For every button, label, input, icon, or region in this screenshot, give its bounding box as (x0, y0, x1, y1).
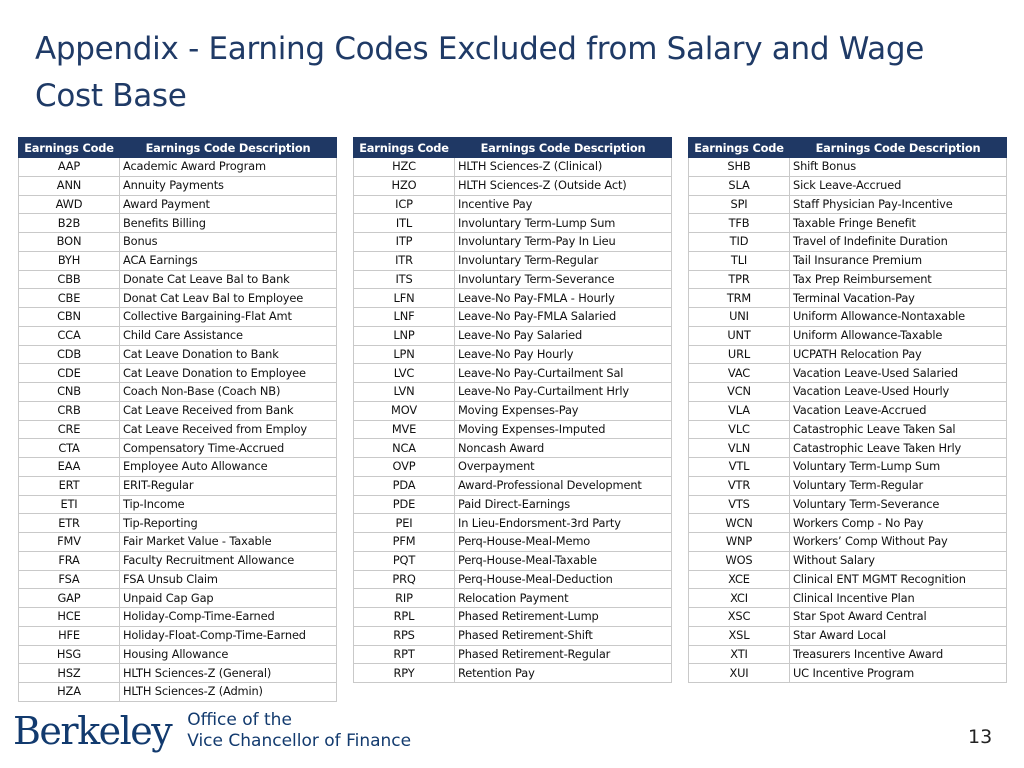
earnings-code-cell: SHB (689, 158, 790, 177)
earnings-code-description-cell: Uniform Allowance-Taxable (790, 326, 1007, 345)
earnings-code-cell: TRM (689, 289, 790, 308)
earnings-code-cell: RPL (354, 608, 455, 627)
earnings-code-description-cell: UCPATH Relocation Pay (790, 345, 1007, 364)
earnings-code-description-cell: Employee Auto Allowance (120, 458, 337, 477)
earnings-code-cell: CDB (19, 345, 120, 364)
earnings-code-description-cell: Tail Insurance Premium (790, 251, 1007, 270)
earnings-code-cell: LPN (354, 345, 455, 364)
table-row (19, 326, 337, 345)
earnings-code-description-cell: Paid Direct-Earnings (455, 495, 672, 514)
table-row (689, 158, 1007, 177)
table-row (354, 626, 672, 645)
table-row (689, 326, 1007, 345)
earnings-code-cell: FRA (19, 551, 120, 570)
earnings-code-cell: XSL (689, 626, 790, 645)
table-row (354, 420, 672, 439)
earnings-code-cell: WCN (689, 514, 790, 533)
earnings-code-description-cell: Perq-House-Meal-Memo (455, 533, 672, 552)
earnings-code-cell: PFM (354, 533, 455, 552)
earnings-code-description-cell: Vacation Leave-Used Salaried (790, 364, 1007, 383)
table-row (19, 420, 337, 439)
table-row (354, 476, 672, 495)
earnings-code-cell: WNP (689, 533, 790, 552)
table-row (689, 608, 1007, 627)
earnings-code-cell: SLA (689, 176, 790, 195)
earnings-code-cell: VTL (689, 458, 790, 477)
table-row (354, 551, 672, 570)
earnings-code-cell: CBN (19, 308, 120, 327)
table-row (354, 495, 672, 514)
earnings-code-table-3 (688, 137, 1007, 683)
table-row (354, 645, 672, 664)
earnings-code-cell: PRQ (354, 570, 455, 589)
earnings-code-cell: LFN (354, 289, 455, 308)
earnings-code-cell: UNI (689, 308, 790, 327)
earnings-code-cell: OVP (354, 458, 455, 477)
earnings-code-description-cell: Clinical ENT MGMT Recognition (790, 570, 1007, 589)
earnings-code-cell: ITS (354, 270, 455, 289)
earnings-code-description-cell: Without Salary (790, 551, 1007, 570)
earnings-code-cell: TPR (689, 270, 790, 289)
table-row (19, 176, 337, 195)
table-row (354, 158, 672, 177)
table-row (689, 495, 1007, 514)
table-row (689, 176, 1007, 195)
office-name (187, 710, 411, 752)
table-row (19, 195, 337, 214)
earnings-code-description-cell: Award Payment (120, 195, 337, 214)
earnings-code-description-cell: Cat Leave Donation to Bank (120, 345, 337, 364)
earnings-code-cell: CRE (19, 420, 120, 439)
earnings-code-cell: ANN (19, 176, 120, 195)
earnings-code-description-cell: Tip-Income (120, 495, 337, 514)
earnings-code-cell: CRB (19, 401, 120, 420)
table-row (689, 251, 1007, 270)
earnings-code-cell: VTS (689, 495, 790, 514)
table-row (689, 589, 1007, 608)
earnings-code-cell: XCE (689, 570, 790, 589)
earnings-code-description-cell: Terminal Vacation-Pay (790, 289, 1007, 308)
earnings-code-description-cell: Donat Cat Leav Bal to Employee (120, 289, 337, 308)
earnings-code-description-cell: Holiday-Comp-Time-Earned (120, 608, 337, 627)
office-line-2: Vice Chancellor of Finance (187, 731, 412, 751)
table-row (19, 270, 337, 289)
earnings-code-cell: SPI (689, 195, 790, 214)
earnings-code-cell: VLA (689, 401, 790, 420)
table-row (689, 645, 1007, 664)
table-row (689, 420, 1007, 439)
table-row (354, 664, 672, 683)
table-row (19, 364, 337, 383)
table-row (689, 364, 1007, 383)
earnings-code-description-cell: Uniform Allowance-Nontaxable (790, 308, 1007, 327)
earnings-code-cell: PQT (354, 551, 455, 570)
earnings-code-cell: TFB (689, 214, 790, 233)
table-row (689, 345, 1007, 364)
earnings-code-cell: HZA (19, 683, 120, 702)
table-row (354, 345, 672, 364)
table-row (354, 401, 672, 420)
earnings-code-description-cell: Leave-No Pay-FMLA - Hourly (455, 289, 672, 308)
earnings-code-cell: URL (689, 345, 790, 364)
table-row (354, 214, 672, 233)
earnings-code-description-cell: Perq-House-Meal-Deduction (455, 570, 672, 589)
earnings-code-description-cell: Star Spot Award Central (790, 608, 1007, 627)
earnings-code-description-cell: Involuntary Term-Lump Sum (455, 214, 672, 233)
earnings-code-description-cell: Taxable Fringe Benefit (790, 214, 1007, 233)
earnings-code-description-cell: Travel of Indefinite Duration (790, 233, 1007, 252)
earnings-code-description-cell: Shift Bonus (790, 158, 1007, 177)
earnings-code-description-cell: Catastrophic Leave Taken Hrly (790, 439, 1007, 458)
table-row (19, 214, 337, 233)
table-row (689, 233, 1007, 252)
table-row (689, 626, 1007, 645)
earnings-code-cell: HZC (354, 158, 455, 177)
office-line-1: Office of the (187, 710, 292, 730)
earnings-code-cell: VLC (689, 420, 790, 439)
table-row (689, 458, 1007, 477)
table-row (354, 514, 672, 533)
table-row (354, 326, 672, 345)
earnings-code-description-cell: Incentive Pay (455, 195, 672, 214)
table-row (19, 683, 337, 702)
table-header-row (689, 138, 1007, 158)
earnings-code-cell: WOS (689, 551, 790, 570)
earnings-code-cell: LNP (354, 326, 455, 345)
earnings-code-description-cell: Involuntary Term-Pay In Lieu (455, 233, 672, 252)
earnings-code-description-header: Earnings Code Description (120, 138, 337, 158)
table-row (689, 401, 1007, 420)
earnings-code-description-cell: Moving Expenses-Imputed (455, 420, 672, 439)
earnings-code-cell: FMV (19, 533, 120, 552)
earnings-code-cell: LVN (354, 383, 455, 402)
earnings-code-cell: ITR (354, 251, 455, 270)
earnings-code-description-cell: Leave-No Pay-FMLA Salaried (455, 308, 672, 327)
earnings-code-description-cell: Voluntary Term-Severance (790, 495, 1007, 514)
earnings-code-description-cell: Collective Bargaining-Flat Amt (120, 308, 337, 327)
earnings-code-cell: PDE (354, 495, 455, 514)
earnings-code-description-cell: Overpayment (455, 458, 672, 477)
earnings-code-cell: CNB (19, 383, 120, 402)
earnings-code-description-cell: Faculty Recruitment Allowance (120, 551, 337, 570)
table-row (354, 270, 672, 289)
earnings-code-description-cell: Housing Allowance (120, 645, 337, 664)
earnings-code-description-cell: Vacation Leave-Accrued (790, 401, 1007, 420)
earnings-code-description-cell: Leave-No Pay-Curtailment Sal (455, 364, 672, 383)
earnings-code-description-cell: Child Care Assistance (120, 326, 337, 345)
table-row (19, 514, 337, 533)
earnings-code-description-cell: Involuntary Term-Regular (455, 251, 672, 270)
table-row (689, 289, 1007, 308)
table-row (19, 570, 337, 589)
page-number: 13 (968, 726, 993, 748)
table-row (19, 476, 337, 495)
earnings-code-cell: CTA (19, 439, 120, 458)
table-row (354, 533, 672, 552)
earnings-code-description-cell: ERIT-Regular (120, 476, 337, 495)
earnings-code-description-cell: Phased Retirement-Regular (455, 645, 672, 664)
earnings-code-cell: TLI (689, 251, 790, 270)
earnings-code-cell: B2B (19, 214, 120, 233)
earnings-code-description-cell: Leave-No Pay-Curtailment Hrly (455, 383, 672, 402)
earnings-code-description-cell: UC Incentive Program (790, 664, 1007, 683)
earnings-code-cell: BON (19, 233, 120, 252)
earnings-code-description-cell: Catastrophic Leave Taken Sal (790, 420, 1007, 439)
earnings-code-cell: UNT (689, 326, 790, 345)
table-row (354, 608, 672, 627)
earnings-code-description-cell: Bonus (120, 233, 337, 252)
earnings-code-description-cell: Coach Non-Base (Coach NB) (120, 383, 337, 402)
earnings-code-description-cell: Phased Retirement-Shift (455, 626, 672, 645)
earnings-code-cell: TID (689, 233, 790, 252)
table-row (354, 439, 672, 458)
earnings-code-description-cell: Tip-Reporting (120, 514, 337, 533)
earnings-code-description-cell: HLTH Sciences-Z (Outside Act) (455, 176, 672, 195)
table-row (689, 533, 1007, 552)
earnings-code-cell: ERT (19, 476, 120, 495)
table-row (354, 570, 672, 589)
earnings-code-description-cell: Treasurers Incentive Award (790, 645, 1007, 664)
table-row (19, 458, 337, 477)
earnings-code-cell: ETR (19, 514, 120, 533)
earnings-code-description-cell: Phased Retirement-Lump (455, 608, 672, 627)
earnings-code-description-cell: Cat Leave Received from Bank (120, 401, 337, 420)
earnings-code-description-cell: Academic Award Program (120, 158, 337, 177)
earnings-code-description-cell: Cat Leave Received from Employ (120, 420, 337, 439)
table-row (354, 233, 672, 252)
earnings-code-cell: XSC (689, 608, 790, 627)
earnings-code-cell: BYH (19, 251, 120, 270)
table-row (19, 158, 337, 177)
earnings-code-cell: RPS (354, 626, 455, 645)
table-row (19, 589, 337, 608)
earnings-code-cell: HFE (19, 626, 120, 645)
earnings-code-cell: XCI (689, 589, 790, 608)
earnings-code-cell: RPT (354, 645, 455, 664)
earnings-code-description-cell: Unpaid Cap Gap (120, 589, 337, 608)
table-row (354, 589, 672, 608)
table-row (19, 251, 337, 270)
table-row (354, 308, 672, 327)
earnings-code-cell: MOV (354, 401, 455, 420)
earnings-code-header: Earnings Code (354, 138, 455, 158)
earnings-code-description-cell: In Lieu-Endorsment-3rd Party (455, 514, 672, 533)
table-row (19, 551, 337, 570)
table-row (19, 233, 337, 252)
earnings-code-cell: PEI (354, 514, 455, 533)
earnings-code-table-2 (353, 137, 672, 683)
earnings-code-cell: EAA (19, 458, 120, 477)
earnings-code-cell: ITP (354, 233, 455, 252)
earnings-code-description-cell: Retention Pay (455, 664, 672, 683)
earnings-code-description-cell: HLTH Sciences-Z (Admin) (120, 683, 337, 702)
table-row (354, 176, 672, 195)
earnings-code-description-header: Earnings Code Description (790, 138, 1007, 158)
table-row (19, 383, 337, 402)
earnings-code-description-cell: Involuntary Term-Severance (455, 270, 672, 289)
earnings-code-header: Earnings Code (19, 138, 120, 158)
table-row (19, 533, 337, 552)
table-row (19, 308, 337, 327)
earnings-code-cell: CBB (19, 270, 120, 289)
earnings-code-cell: FSA (19, 570, 120, 589)
earnings-code-description-cell: Star Award Local (790, 626, 1007, 645)
earnings-code-cell: ITL (354, 214, 455, 233)
earnings-code-cell: NCA (354, 439, 455, 458)
berkeley-logo (13, 703, 411, 759)
table-row (689, 270, 1007, 289)
earnings-code-cell: HSG (19, 645, 120, 664)
earnings-code-table-1 (18, 137, 337, 702)
earnings-code-cell: CCA (19, 326, 120, 345)
table-row (19, 626, 337, 645)
table-row (689, 664, 1007, 683)
earnings-code-cell: CBE (19, 289, 120, 308)
earnings-code-cell: PDA (354, 476, 455, 495)
table-row (689, 514, 1007, 533)
earnings-code-cell: VLN (689, 439, 790, 458)
table-row (19, 345, 337, 364)
earnings-code-cell: AWD (19, 195, 120, 214)
earnings-code-cell: VAC (689, 364, 790, 383)
earnings-code-cell: XUI (689, 664, 790, 683)
earnings-code-cell: CDE (19, 364, 120, 383)
table-row (689, 195, 1007, 214)
earnings-code-cell: GAP (19, 589, 120, 608)
table-row (354, 289, 672, 308)
earnings-code-description-cell: Cat Leave Donation to Employee (120, 364, 337, 383)
earnings-code-cell: RPY (354, 664, 455, 683)
earnings-code-cell: VTR (689, 476, 790, 495)
earnings-code-description-cell: Moving Expenses-Pay (455, 401, 672, 420)
earnings-code-cell: HZO (354, 176, 455, 195)
earnings-code-description-cell: Leave-No Pay Hourly (455, 345, 672, 364)
earnings-code-description-cell: Vacation Leave-Used Hourly (790, 383, 1007, 402)
table-row (19, 664, 337, 683)
earnings-code-cell: XTI (689, 645, 790, 664)
earnings-code-description-cell: HLTH Sciences-Z (Clinical) (455, 158, 672, 177)
table-row (19, 645, 337, 664)
earnings-code-description-cell: Annuity Payments (120, 176, 337, 195)
table-row (354, 195, 672, 214)
earnings-code-cell: ICP (354, 195, 455, 214)
earnings-code-cell: AAP (19, 158, 120, 177)
table-row (354, 364, 672, 383)
berkeley-wordmark: Berkeley (13, 709, 172, 753)
earnings-code-cell: MVE (354, 420, 455, 439)
earnings-code-description-cell: Workers’ Comp Without Pay (790, 533, 1007, 552)
earnings-code-description-cell: Award-Professional Development (455, 476, 672, 495)
table-row (19, 401, 337, 420)
table-row (689, 476, 1007, 495)
table-header-row (19, 138, 337, 158)
earnings-code-description-cell: Fair Market Value - Taxable (120, 533, 337, 552)
earnings-code-description-cell: Workers Comp - No Pay (790, 514, 1007, 533)
earnings-code-description-cell: Holiday-Float-Comp-Time-Earned (120, 626, 337, 645)
earnings-code-description-cell: HLTH Sciences-Z (General) (120, 664, 337, 683)
table-row (689, 570, 1007, 589)
earnings-code-description-cell: Benefits Billing (120, 214, 337, 233)
table-row (354, 458, 672, 477)
earnings-code-description-cell: Sick Leave-Accrued (790, 176, 1007, 195)
earnings-code-description-cell: Voluntary Term-Lump Sum (790, 458, 1007, 477)
earnings-code-header: Earnings Code (689, 138, 790, 158)
table-row (689, 439, 1007, 458)
table-row (19, 495, 337, 514)
earnings-code-description-cell: Donate Cat Leave Bal to Bank (120, 270, 337, 289)
table-row (689, 551, 1007, 570)
earnings-code-cell: RIP (354, 589, 455, 608)
earnings-code-description-cell: Clinical Incentive Plan (790, 589, 1007, 608)
slide-title: Appendix - Earning Codes Excluded from Salary and Wage Cost Base (35, 31, 924, 114)
earnings-code-description-cell: Staff Physician Pay-Incentive (790, 195, 1007, 214)
earnings-code-cell: ETI (19, 495, 120, 514)
table-row (689, 308, 1007, 327)
earnings-code-description-cell: Leave-No Pay Salaried (455, 326, 672, 345)
table-row (689, 383, 1007, 402)
earnings-code-cell: LNF (354, 308, 455, 327)
earnings-code-description-header: Earnings Code Description (455, 138, 672, 158)
earnings-code-cell: HCE (19, 608, 120, 627)
table-row (689, 214, 1007, 233)
table-row (19, 439, 337, 458)
earnings-code-description-cell: Relocation Payment (455, 589, 672, 608)
table-row (19, 608, 337, 627)
table-row (354, 383, 672, 402)
table-header-row (354, 138, 672, 158)
earnings-code-description-cell: Tax Prep Reimbursement (790, 270, 1007, 289)
earnings-code-description-cell: Perq-House-Meal-Taxable (455, 551, 672, 570)
table-row (354, 251, 672, 270)
earnings-code-description-cell: Voluntary Term-Regular (790, 476, 1007, 495)
earnings-code-description-cell: Compensatory Time-Accrued (120, 439, 337, 458)
earnings-code-cell: LVC (354, 364, 455, 383)
table-row (19, 289, 337, 308)
earnings-code-description-cell: Noncash Award (455, 439, 672, 458)
earnings-code-description-cell: FSA Unsub Claim (120, 570, 337, 589)
earnings-code-cell: VCN (689, 383, 790, 402)
earnings-code-cell: HSZ (19, 664, 120, 683)
earnings-code-description-cell: ACA Earnings (120, 251, 337, 270)
